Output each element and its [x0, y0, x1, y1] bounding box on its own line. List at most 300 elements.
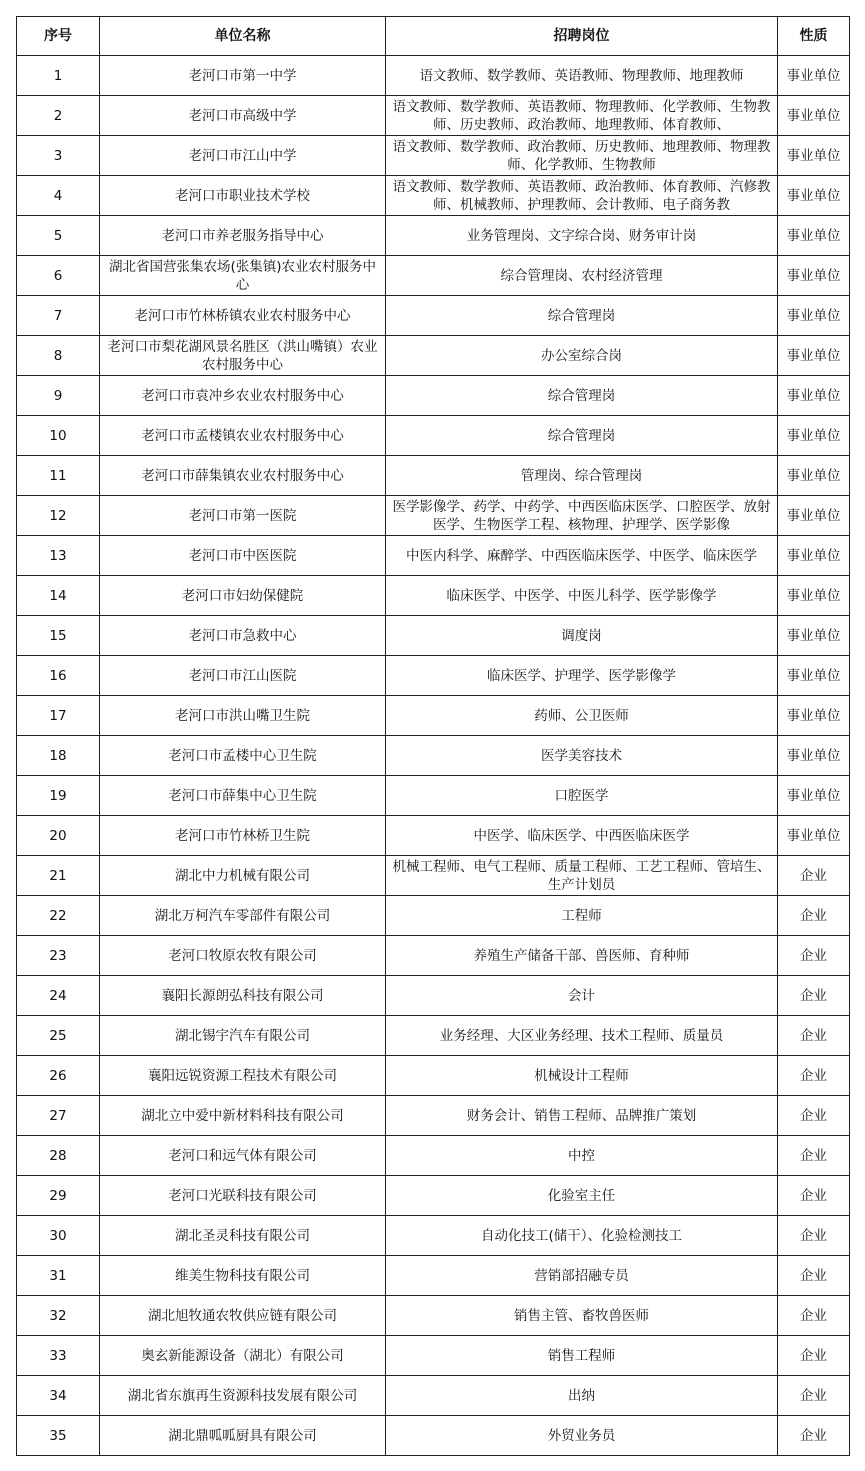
table-row — [17, 776, 850, 816]
table-row — [17, 816, 850, 856]
unit-name-text: 湖北万柯汽车零部件有限公司 — [154, 907, 331, 924]
unit-name-text: 老河口市竹林桥镇农业农村服务中心 — [134, 307, 351, 324]
row-number-text: 25 — [49, 1027, 67, 1044]
cell-positions — [386, 496, 778, 536]
table-row — [17, 1096, 850, 1136]
cell-unit-name — [100, 1136, 386, 1176]
unit-name-text: 湖北锡宇汽车有限公司 — [175, 1027, 310, 1044]
table-row — [17, 1056, 850, 1096]
cell-row-number — [17, 776, 100, 816]
table-row — [17, 976, 850, 1016]
row-number-text: 26 — [49, 1067, 67, 1084]
positions-text: 外贸业务员 — [547, 1427, 616, 1444]
cell-nature — [778, 496, 850, 536]
recruitment-table — [16, 16, 850, 1456]
table-row — [17, 1016, 850, 1056]
positions-text: 业务管理岗、文字综合岗、财务审计岗 — [466, 227, 697, 244]
unit-name-text: 奥玄新能源设备（湖北）有限公司 — [141, 1347, 344, 1364]
nature-text: 企业 — [800, 907, 827, 924]
cell-positions — [386, 1056, 778, 1096]
nature-text: 事业单位 — [786, 187, 841, 204]
positions-text: 综合管理岗、农村经济管理 — [500, 267, 663, 284]
cell-unit-name — [100, 1336, 386, 1376]
table-row — [17, 176, 850, 216]
nature-text: 事业单位 — [786, 147, 841, 164]
nature-text: 事业单位 — [786, 707, 841, 724]
nature-text: 事业单位 — [786, 267, 841, 284]
positions-text: 自动化技工(储干）、化验检测技工 — [480, 1227, 683, 1244]
table-row — [17, 96, 850, 136]
nature-text: 企业 — [800, 1027, 827, 1044]
unit-name-text: 襄阳长源朗弘科技有限公司 — [161, 987, 324, 1004]
positions-text: 管理岗、综合管理岗 — [520, 467, 643, 484]
cell-row-number — [17, 96, 100, 136]
cell-positions — [386, 1416, 778, 1456]
nature-text: 事业单位 — [786, 787, 841, 804]
unit-name-text: 维美生物科技有限公司 — [175, 1267, 310, 1284]
cell-positions — [386, 736, 778, 776]
cell-nature — [778, 976, 850, 1016]
row-number-text: 30 — [49, 1227, 67, 1244]
cell-nature — [778, 416, 850, 456]
cell-nature — [778, 96, 850, 136]
cell-row-number — [17, 1216, 100, 1256]
cell-positions — [386, 176, 778, 216]
cell-unit-name — [100, 216, 386, 256]
cell-positions — [386, 656, 778, 696]
row-number-text: 10 — [49, 427, 67, 444]
cell-unit-name — [100, 1016, 386, 1056]
nature-text: 事业单位 — [786, 507, 841, 524]
row-number-text: 24 — [49, 987, 67, 1004]
table-row — [17, 896, 850, 936]
unit-name-text: 老河口市孟楼镇农业农村服务中心 — [141, 427, 344, 444]
unit-name-text: 老河口市第一中学 — [188, 67, 297, 84]
table-row — [17, 856, 850, 896]
nature-text: 事业单位 — [786, 827, 841, 844]
row-number-text: 2 — [53, 107, 63, 124]
cell-nature — [778, 656, 850, 696]
table-row — [17, 1336, 850, 1376]
unit-name-text: 湖北鼎呱呱厨具有限公司 — [168, 1427, 317, 1444]
unit-name-text: 湖北旭牧通农牧供应链有限公司 — [148, 1307, 337, 1324]
cell-row-number — [17, 1176, 100, 1216]
row-number-text: 29 — [49, 1187, 67, 1204]
nature-text: 企业 — [800, 1427, 827, 1444]
cell-row-number — [17, 136, 100, 176]
cell-unit-name — [100, 416, 386, 456]
positions-text: 化验室主任 — [547, 1187, 616, 1204]
cell-unit-name — [100, 936, 386, 976]
cell-unit-name — [100, 856, 386, 896]
cell-row-number — [17, 736, 100, 776]
table-row — [17, 1256, 850, 1296]
row-number-text: 17 — [49, 707, 67, 724]
cell-unit-name — [100, 136, 386, 176]
unit-name-text: 老河口市薛集中心卫生院 — [168, 787, 317, 804]
positions-text: 会计 — [568, 987, 595, 1004]
cell-positions — [386, 1256, 778, 1296]
cell-unit-name — [100, 96, 386, 136]
cell-nature — [778, 856, 850, 896]
row-number-text: 18 — [49, 747, 67, 764]
unit-name-text: 湖北圣灵科技有限公司 — [175, 1227, 310, 1244]
table-row — [17, 416, 850, 456]
cell-nature — [778, 176, 850, 216]
unit-name-text: 老河口牧原农牧有限公司 — [168, 947, 317, 964]
cell-nature — [778, 296, 850, 336]
nature-text: 事业单位 — [786, 427, 841, 444]
unit-name-text: 老河口市养老服务指导中心 — [161, 227, 324, 244]
positions-text: 中控 — [568, 1147, 595, 1164]
unit-name-text: 老河口市江山医院 — [188, 667, 297, 684]
unit-name-text: 襄阳远锐资源工程技术有限公司 — [148, 1067, 337, 1084]
row-number-text: 13 — [49, 547, 67, 564]
unit-name-text: 老河口市江山中学 — [188, 147, 297, 164]
row-number-text: 4 — [53, 187, 63, 204]
unit-name-text: 老河口市妇幼保健院 — [181, 587, 304, 604]
cell-positions — [386, 616, 778, 656]
row-number-text: 35 — [49, 1427, 67, 1444]
cell-row-number — [17, 1136, 100, 1176]
unit-name-text: 老河口市职业技术学校 — [175, 187, 310, 204]
cell-positions — [386, 1336, 778, 1376]
cell-unit-name — [100, 776, 386, 816]
cell-positions — [386, 856, 778, 896]
positions-text: 销售工程师 — [547, 1347, 616, 1364]
cell-nature — [778, 256, 850, 296]
row-number-text: 3 — [53, 147, 63, 164]
cell-positions — [386, 376, 778, 416]
table-row — [17, 1376, 850, 1416]
cell-row-number — [17, 296, 100, 336]
unit-name-text: 老河口市孟楼中心卫生院 — [168, 747, 317, 764]
nature-text: 事业单位 — [786, 387, 841, 404]
cell-nature — [778, 136, 850, 176]
cell-nature — [778, 696, 850, 736]
positions-text: 医学美容技术 — [541, 747, 622, 764]
nature-text: 企业 — [800, 1067, 827, 1084]
cell-nature — [778, 1056, 850, 1096]
positions-text: 调度岗 — [561, 627, 602, 644]
cell-row-number — [17, 816, 100, 856]
nature-text: 事业单位 — [786, 547, 841, 564]
unit-name-text: 老河口市第一医院 — [188, 507, 297, 524]
cell-positions — [386, 1016, 778, 1056]
header-unit: 单位名称 — [100, 17, 386, 56]
header-nature: 性质 — [778, 17, 850, 56]
cell-nature — [778, 896, 850, 936]
positions-text: 口腔医学 — [554, 787, 609, 804]
table-row — [17, 536, 850, 576]
cell-unit-name — [100, 1296, 386, 1336]
cell-positions — [386, 336, 778, 376]
cell-nature — [778, 776, 850, 816]
table-row — [17, 256, 850, 296]
cell-row-number — [17, 376, 100, 416]
nature-text: 企业 — [800, 1187, 827, 1204]
cell-nature — [778, 1216, 850, 1256]
cell-positions — [386, 896, 778, 936]
cell-nature — [778, 936, 850, 976]
table-body — [17, 56, 850, 1456]
cell-row-number — [17, 856, 100, 896]
cell-nature — [778, 816, 850, 856]
table-row — [17, 56, 850, 96]
row-number-text: 32 — [49, 1307, 67, 1324]
unit-name-text: 老河口市洪山嘴卫生院 — [175, 707, 310, 724]
positions-text: 临床医学、护理学、医学影像学 — [487, 667, 676, 684]
row-number-text: 15 — [49, 627, 67, 644]
cell-unit-name — [100, 56, 386, 96]
nature-text: 事业单位 — [786, 667, 841, 684]
row-number-text: 11 — [49, 467, 67, 484]
unit-name-text: 湖北立中爱中新材料科技有限公司 — [141, 1107, 344, 1124]
row-number-text: 22 — [49, 907, 67, 924]
table-row — [17, 496, 850, 536]
nature-text: 企业 — [800, 1107, 827, 1124]
positions-text: 综合管理岗 — [547, 427, 616, 444]
cell-nature — [778, 216, 850, 256]
cell-nature — [778, 456, 850, 496]
cell-nature — [778, 56, 850, 96]
cell-nature — [778, 616, 850, 656]
nature-text: 事业单位 — [786, 747, 841, 764]
row-number-text: 7 — [53, 307, 63, 324]
row-number-text: 16 — [49, 667, 67, 684]
unit-name-text: 湖北省国营张集农场(张集镇)农业农村服务中心 — [108, 258, 377, 293]
table-row — [17, 376, 850, 416]
cell-positions — [386, 256, 778, 296]
cell-positions — [386, 1376, 778, 1416]
cell-unit-name — [100, 1416, 386, 1456]
cell-row-number — [17, 1376, 100, 1416]
header-no: 序号 — [17, 17, 100, 56]
positions-text: 办公室综合岗 — [541, 347, 622, 364]
positions-text: 医学影像学、药学、中药学、中西医临床医学、口腔医学、放射医学、生物医学工程、核物理、护理学、医学影像 — [392, 498, 771, 533]
cell-unit-name — [100, 616, 386, 656]
header-row — [17, 17, 850, 56]
table-row — [17, 696, 850, 736]
row-number-text: 6 — [53, 267, 63, 284]
unit-name-text: 老河口市急救中心 — [188, 627, 297, 644]
cell-nature — [778, 336, 850, 376]
positions-text: 出纳 — [568, 1387, 595, 1404]
cell-nature — [778, 1096, 850, 1136]
row-number-text: 27 — [49, 1107, 67, 1124]
cell-positions — [386, 816, 778, 856]
cell-positions — [386, 536, 778, 576]
positions-text: 中医内科学、麻醉学、中西医临床医学、中医学、临床医学 — [406, 547, 757, 564]
cell-row-number — [17, 896, 100, 936]
cell-nature — [778, 376, 850, 416]
cell-row-number — [17, 976, 100, 1016]
nature-text: 企业 — [800, 987, 827, 1004]
table-row — [17, 336, 850, 376]
cell-nature — [778, 1376, 850, 1416]
nature-text: 企业 — [800, 867, 827, 884]
positions-text: 语文教师、数学教师、英语教师、物理教师、化学教师、生物教师、历史教师、政治教师、地理教师、体育教师、 — [392, 98, 771, 133]
cell-positions — [386, 1176, 778, 1216]
nature-text: 事业单位 — [786, 627, 841, 644]
cell-nature — [778, 736, 850, 776]
cell-positions — [386, 976, 778, 1016]
cell-row-number — [17, 416, 100, 456]
table-row — [17, 736, 850, 776]
cell-unit-name — [100, 1216, 386, 1256]
row-number-text: 8 — [53, 347, 63, 364]
cell-row-number — [17, 1416, 100, 1456]
row-number-text: 19 — [49, 787, 67, 804]
cell-unit-name — [100, 736, 386, 776]
positions-text: 销售主管、畜牧兽医师 — [514, 1307, 649, 1324]
cell-row-number — [17, 496, 100, 536]
cell-row-number — [17, 1336, 100, 1376]
cell-unit-name — [100, 256, 386, 296]
nature-text: 企业 — [800, 1347, 827, 1364]
cell-unit-name — [100, 656, 386, 696]
cell-unit-name — [100, 896, 386, 936]
cell-positions — [386, 776, 778, 816]
row-number-text: 14 — [49, 587, 67, 604]
cell-unit-name — [100, 976, 386, 1016]
cell-unit-name — [100, 496, 386, 536]
cell-positions — [386, 696, 778, 736]
table-row — [17, 616, 850, 656]
cell-unit-name — [100, 1256, 386, 1296]
row-number-text: 5 — [53, 227, 63, 244]
unit-name-text: 湖北中力机械有限公司 — [175, 867, 310, 884]
nature-text: 企业 — [800, 1147, 827, 1164]
table-row — [17, 1216, 850, 1256]
row-number-text: 1 — [53, 67, 63, 84]
table-row — [17, 1416, 850, 1456]
positions-text: 中医学、临床医学、中西医临床医学 — [473, 827, 690, 844]
cell-row-number — [17, 936, 100, 976]
cell-nature — [778, 1176, 850, 1216]
cell-positions — [386, 1096, 778, 1136]
cell-row-number — [17, 1296, 100, 1336]
cell-positions — [386, 1136, 778, 1176]
nature-text: 事业单位 — [786, 307, 841, 324]
cell-row-number — [17, 1096, 100, 1136]
table-row — [17, 296, 850, 336]
nature-text: 事业单位 — [786, 227, 841, 244]
cell-unit-name — [100, 816, 386, 856]
cell-positions — [386, 1216, 778, 1256]
table-row — [17, 1296, 850, 1336]
cell-row-number — [17, 1056, 100, 1096]
cell-nature — [778, 1296, 850, 1336]
cell-unit-name — [100, 1376, 386, 1416]
cell-positions — [386, 296, 778, 336]
nature-text: 企业 — [800, 1307, 827, 1324]
positions-text: 机械设计工程师 — [534, 1067, 629, 1084]
nature-text: 企业 — [800, 1267, 827, 1284]
cell-unit-name — [100, 1056, 386, 1096]
unit-name-text: 老河口市中医医院 — [188, 547, 297, 564]
cell-row-number — [17, 56, 100, 96]
cell-unit-name — [100, 336, 386, 376]
cell-positions — [386, 56, 778, 96]
table-row — [17, 456, 850, 496]
cell-row-number — [17, 456, 100, 496]
positions-text: 营销部招融专员 — [534, 1267, 629, 1284]
header-position: 招聘岗位 — [386, 17, 778, 56]
nature-text: 事业单位 — [786, 347, 841, 364]
cell-unit-name — [100, 696, 386, 736]
cell-positions — [386, 456, 778, 496]
positions-text: 财务会计、销售工程师、品牌推广策划 — [466, 1107, 697, 1124]
cell-row-number — [17, 616, 100, 656]
cell-nature — [778, 1136, 850, 1176]
row-number-text: 33 — [49, 1347, 67, 1364]
positions-text: 综合管理岗 — [547, 307, 616, 324]
row-number-text: 21 — [49, 867, 67, 884]
table-row — [17, 136, 850, 176]
cell-row-number — [17, 696, 100, 736]
positions-text: 工程师 — [561, 907, 602, 924]
positions-text: 养殖生产储备干部、兽医师、育种师 — [473, 947, 690, 964]
cell-unit-name — [100, 536, 386, 576]
unit-name-text: 老河口市高级中学 — [188, 107, 297, 124]
cell-nature — [778, 1336, 850, 1376]
table-row — [17, 1136, 850, 1176]
positions-text: 语文教师、数学教师、政治教师、历史教师、地理教师、物理教师、化学教师、生物教师 — [392, 138, 771, 173]
nature-text: 企业 — [800, 1227, 827, 1244]
unit-name-text: 老河口市薛集镇农业农村服务中心 — [141, 467, 344, 484]
cell-nature — [778, 576, 850, 616]
cell-unit-name — [100, 1176, 386, 1216]
cell-positions — [386, 416, 778, 456]
unit-name-text: 老河口和远气体有限公司 — [168, 1147, 317, 1164]
nature-text: 事业单位 — [786, 67, 841, 84]
unit-name-text: 老河口市梨花湖风景名胜区（洪山嘴镇）农业农村服务中心 — [107, 338, 378, 373]
cell-unit-name — [100, 456, 386, 496]
cell-unit-name — [100, 296, 386, 336]
unit-name-text: 老河口光联科技有限公司 — [168, 1187, 317, 1204]
positions-text: 临床医学、中医学、中医儿科学、医学影像学 — [446, 587, 717, 604]
cell-row-number — [17, 656, 100, 696]
cell-unit-name — [100, 376, 386, 416]
unit-name-text: 老河口市袁冲乡农业农村服务中心 — [141, 387, 344, 404]
cell-nature — [778, 1256, 850, 1296]
cell-unit-name — [100, 576, 386, 616]
cell-row-number — [17, 256, 100, 296]
cell-unit-name — [100, 176, 386, 216]
cell-positions — [386, 576, 778, 616]
cell-row-number — [17, 336, 100, 376]
nature-text: 事业单位 — [786, 107, 841, 124]
row-number-text: 12 — [49, 507, 67, 524]
row-number-text: 23 — [49, 947, 67, 964]
cell-row-number — [17, 536, 100, 576]
cell-positions — [386, 216, 778, 256]
unit-name-text: 湖北省东旗再生资源科技发展有限公司 — [127, 1387, 358, 1404]
cell-row-number — [17, 1256, 100, 1296]
unit-name-text: 老河口市竹林桥卫生院 — [175, 827, 310, 844]
cell-positions — [386, 96, 778, 136]
row-number-text: 28 — [49, 1147, 67, 1164]
cell-positions — [386, 1296, 778, 1336]
row-number-text: 31 — [49, 1267, 67, 1284]
nature-text: 企业 — [800, 1387, 827, 1404]
cell-unit-name — [100, 1096, 386, 1136]
positions-text: 药师、公卫医师 — [534, 707, 629, 724]
cell-row-number — [17, 176, 100, 216]
row-number-text: 34 — [49, 1387, 67, 1404]
table-row — [17, 576, 850, 616]
